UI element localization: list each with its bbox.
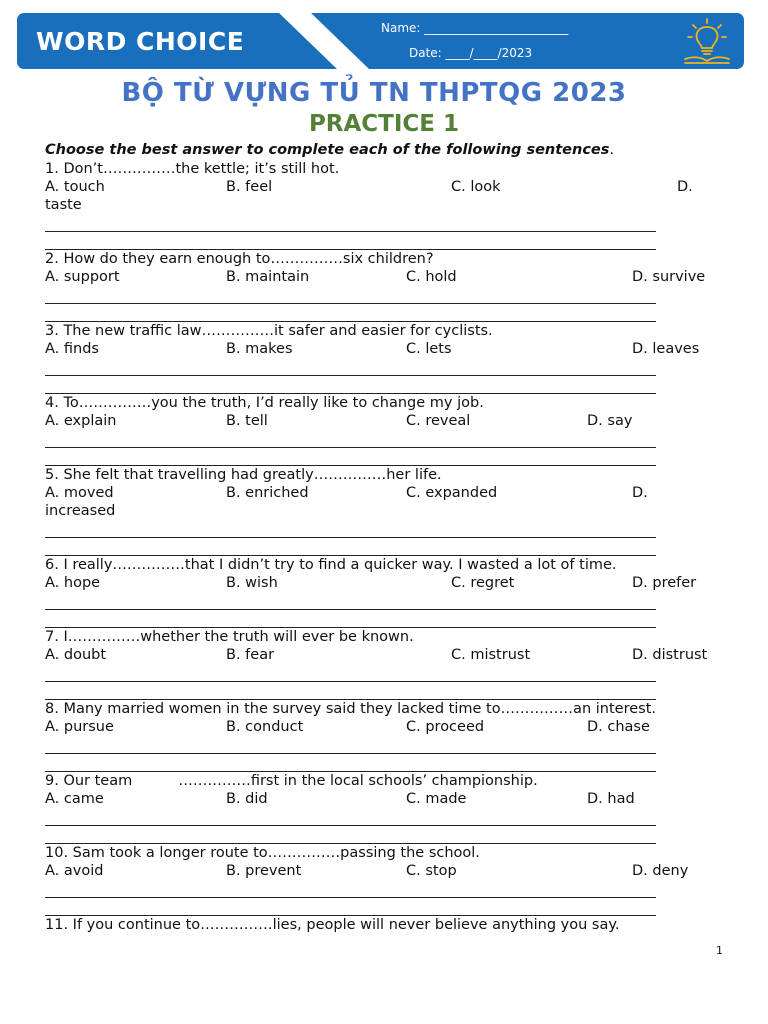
question-stem: 8. Many married women in the survey said they lacked time to……………an interest.: [45, 701, 656, 717]
answer-options: [45, 646, 725, 664]
option-b[interactable]: B. enriched: [226, 485, 309, 501]
answer-line[interactable]: [45, 286, 656, 304]
option-c[interactable]: C. regret: [451, 575, 515, 591]
question-stem: 7. I……………whether the truth will ever be known.: [45, 629, 414, 645]
option-c[interactable]: C. expanded: [406, 485, 498, 501]
answer-line[interactable]: [45, 538, 656, 556]
question-stem: 2. How do they earn enough to……………six children?: [45, 251, 434, 267]
answer-line[interactable]: [45, 808, 656, 826]
answer-line[interactable]: [45, 214, 656, 232]
option-b[interactable]: B. tell: [226, 413, 268, 429]
question-stem: 5. She felt that travelling had greatly……………her life.: [45, 467, 442, 483]
option-c[interactable]: C. hold: [406, 269, 457, 285]
question-1: [45, 160, 725, 250]
answer-options: [45, 718, 725, 736]
answer-line[interactable]: [45, 682, 656, 700]
page-subtitle: PRACTICE 1: [308, 111, 460, 137]
option-c[interactable]: C. proceed: [406, 719, 485, 735]
answer-line[interactable]: [45, 880, 656, 898]
option-a[interactable]: A. moved: [45, 485, 114, 501]
question-10: [45, 844, 725, 916]
option-d[interactable]: D. survive: [632, 269, 706, 285]
question-7: [45, 628, 725, 700]
question-2: [45, 250, 725, 322]
option-a[interactable]: A. avoid: [45, 863, 104, 879]
page-title: BỘ TỪ VỰNG TỦ TN THPTQG 2023: [121, 78, 627, 108]
question-stem: 6. I really……………that I didn’t try to find a quicker way. I wasted a lot of time.: [45, 557, 617, 573]
option-c[interactable]: C. lets: [406, 341, 452, 357]
answer-options: [45, 484, 725, 502]
option-b[interactable]: B. fear: [226, 647, 275, 663]
option-c[interactable]: C. reveal: [406, 413, 471, 429]
question-3: [45, 322, 725, 394]
option-a[interactable]: A. finds: [45, 341, 99, 357]
option-b[interactable]: B. makes: [226, 341, 293, 357]
question-8: [45, 700, 725, 772]
question-stem: 1. Don’t……………the kettle; it’s still hot.: [45, 161, 340, 177]
question-stem: 3. The new traffic law……………it safer and easier for cyclists.: [45, 323, 493, 339]
option-c[interactable]: C. mistrust: [451, 647, 531, 663]
answer-line[interactable]: [45, 520, 656, 538]
answer-line[interactable]: [45, 898, 656, 916]
option-b[interactable]: B. feel: [226, 179, 273, 195]
option-a[interactable]: A. touch: [45, 179, 105, 195]
question-6: [45, 556, 725, 628]
answer-options: [45, 412, 725, 430]
option-d[interactable]: D. deny: [632, 863, 689, 879]
option-d[interactable]: D.: [677, 179, 693, 195]
date-field[interactable]: Date: ____/____/2023: [409, 46, 533, 60]
option-a[interactable]: A. explain: [45, 413, 117, 429]
option-d[interactable]: D. leaves: [632, 341, 700, 357]
option-d[interactable]: D. say: [587, 413, 633, 429]
answer-line[interactable]: [45, 826, 656, 844]
option-d-continued: increased: [45, 503, 116, 519]
question-stem: 11. If you continue to……………lies, people will never believe anything you say.: [45, 917, 620, 933]
option-d[interactable]: D. distrust: [632, 647, 708, 663]
instruction-text: Choose the best answer to complete each of the following sentences: [45, 142, 610, 158]
answer-options: [45, 790, 725, 808]
answer-options: [45, 340, 725, 358]
answer-line[interactable]: [45, 304, 656, 322]
option-d[interactable]: D. chase: [587, 719, 650, 735]
instruction-period: .: [609, 142, 615, 158]
option-b[interactable]: B. wish: [226, 575, 278, 591]
question-stem: 4. To……………you the truth, I’d really like to change my job.: [45, 395, 484, 411]
answer-line[interactable]: [45, 592, 656, 610]
option-a[interactable]: A. doubt: [45, 647, 107, 663]
option-b[interactable]: B. maintain: [226, 269, 310, 285]
answer-line[interactable]: [45, 754, 656, 772]
answer-options: [45, 574, 725, 592]
option-a[interactable]: A. hope: [45, 575, 101, 591]
answer-line[interactable]: [45, 430, 656, 448]
option-d-continued: taste: [45, 197, 82, 213]
question-11: [45, 916, 725, 934]
answer-line[interactable]: [45, 358, 656, 376]
option-b[interactable]: B. prevent: [226, 863, 302, 879]
lightbulb-book-icon: [681, 17, 733, 65]
name-field[interactable]: Name: ________________________: [381, 21, 569, 35]
question-5: [45, 466, 725, 556]
brand-title: WORD CHOICE: [36, 27, 245, 56]
option-c[interactable]: C. look: [451, 179, 501, 195]
option-c[interactable]: C. stop: [406, 863, 457, 879]
option-d[interactable]: D.: [632, 485, 648, 501]
question-stem: 9. Our team ……………first in the local schools’ championship.: [45, 773, 538, 789]
header-banner: [17, 13, 744, 69]
option-b[interactable]: B. did: [226, 791, 268, 807]
answer-line[interactable]: [45, 376, 656, 394]
answer-line[interactable]: [45, 664, 656, 682]
question-list: [45, 160, 725, 934]
option-c[interactable]: C. made: [406, 791, 467, 807]
answer-options: [45, 178, 725, 196]
question-9: [45, 772, 725, 844]
instructions: [45, 142, 614, 158]
option-a[interactable]: A. pursue: [45, 719, 114, 735]
answer-line[interactable]: [45, 448, 656, 466]
answer-line[interactable]: [45, 610, 656, 628]
answer-options: [45, 862, 725, 880]
option-a[interactable]: A. support: [45, 269, 120, 285]
answer-line[interactable]: [45, 232, 656, 250]
question-stem: 10. Sam took a longer route to……………passing the school.: [45, 845, 480, 861]
answer-line[interactable]: [45, 736, 656, 754]
answer-options: [45, 268, 725, 286]
option-b[interactable]: B. conduct: [226, 719, 304, 735]
option-d[interactable]: D. had: [587, 791, 635, 807]
page-number: 1: [716, 944, 723, 957]
question-4: [45, 394, 725, 466]
option-a[interactable]: A. came: [45, 791, 104, 807]
option-d[interactable]: D. prefer: [632, 575, 697, 591]
